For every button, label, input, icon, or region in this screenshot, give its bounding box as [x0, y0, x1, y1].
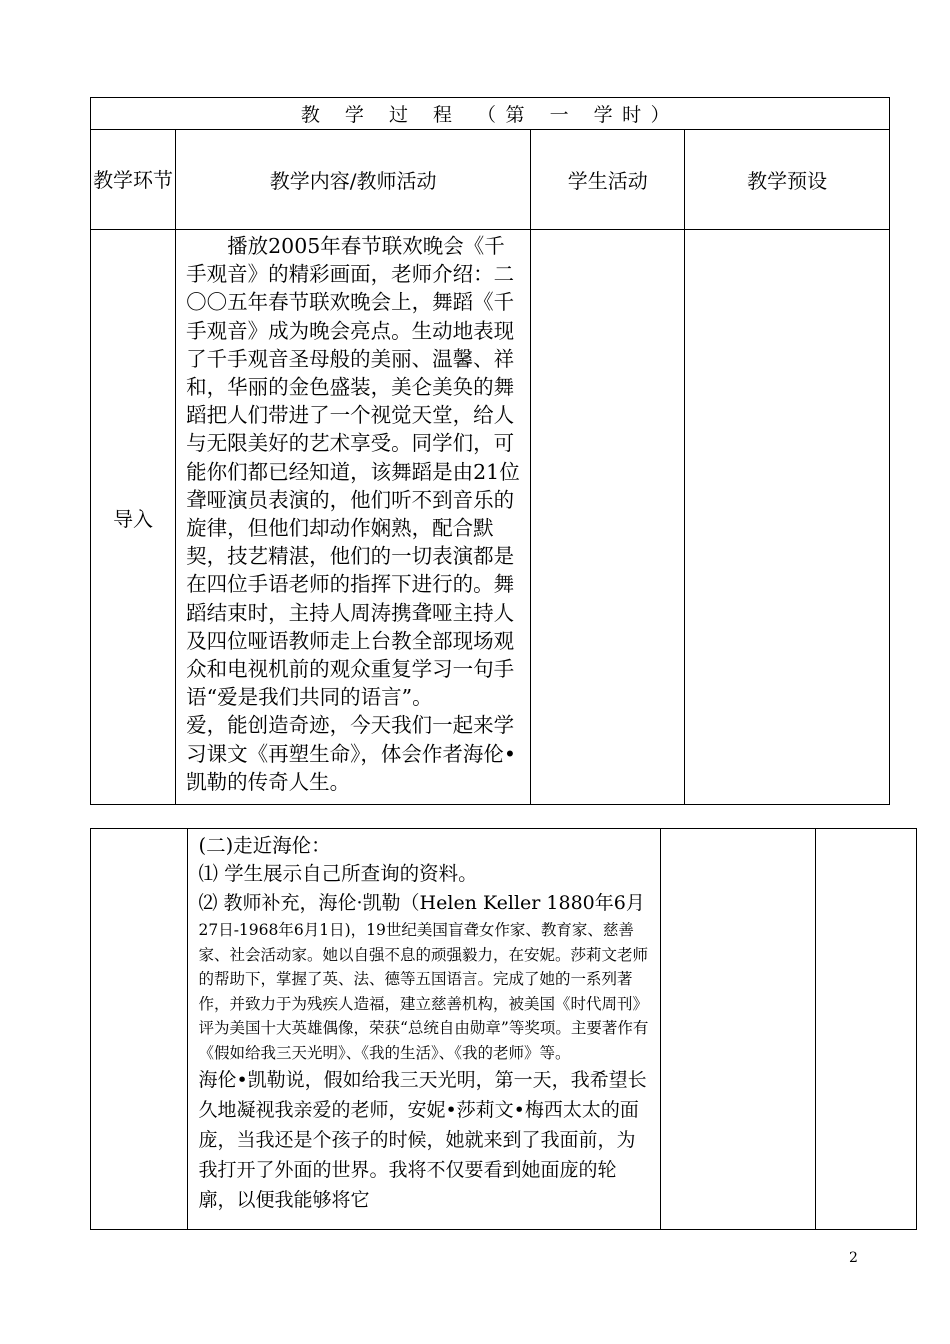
header-teaching-preset: 教学预设	[685, 130, 890, 230]
table-title: 教 学 过 程 （第 一 学时）	[91, 98, 890, 130]
page-number: 2	[849, 1250, 858, 1266]
teaching-preset-cell	[685, 230, 890, 805]
biography-text: 27日-1968年6月1日)，19世纪美国盲聋女作家、教育家、慈善家、社会活动家。她以自强不息的顽强毅力，在安妮。莎莉文老师的帮助下，掌握了英、法、德等五国语言。完成了她的一系列著作，并致力于为残疾人造福，建立慈善机构，被美国《时代周刊》评为美国十大英雄偶像，荣获“总统自由勋章”等奖项。主要著作有《假如给我三天光明》、《我的生活》、《我的老师》等。	[198, 921, 649, 1062]
content-cell	[188, 829, 660, 1230]
table-row	[91, 230, 890, 805]
student-activity-cell	[531, 230, 685, 805]
list-item: ⑴ 学生展示自己所查询的资料。	[198, 862, 478, 885]
table-row	[91, 829, 917, 1230]
header-stage: 教学环节	[91, 130, 176, 230]
stage-cell	[91, 829, 188, 1230]
header-student-activity: 学生活动	[531, 130, 685, 230]
intro-closing-paragraph: 爱，能创造奇迹，今天我们一起来学习课文《再塑生命》，体会作者海伦•凯勒的传奇人生。	[186, 713, 516, 794]
quote-paragraph: 海伦•凯勒说，假如给我三天光明，第一天，我希望长久地凝视我亲爱的老师，安妮•莎莉文•梅西太太的面庞，当我还是个孩子的时候，她就来到了我面前，为我打开了外面的世界。我将不仅要看到她面庞的轮廓，以便我能够将它	[198, 1069, 647, 1211]
teaching-preset-cell	[815, 829, 916, 1230]
lesson-process-table-2	[90, 828, 917, 1230]
content-cell	[176, 230, 531, 805]
section-heading: (二)走近海伦：	[198, 834, 331, 857]
intro-paragraph: 播放2005年春节联欢晚会《千手观音》的精彩画面，老师介绍：二〇〇五年春节联欢晚会上，舞蹈《千手观音》成为晚会亮点。生动地表现了千手观音圣母般的美丽、温馨、祥和，华丽的金色盛装，美仑美奂的舞蹈把人们带进了一个视觉天堂，给人与无限美好的艺术享受。同学们，可能你们都已经知道，该舞蹈是由21位聋哑演员表演的，他们听不到音乐的旋律，但他们却动作娴熟，配合默契，技艺精湛，他们的一切表演都是在四位手语老师的指挥下进行的。舞蹈结束时，主持人周涛携聋哑主持人及四位哑语教师走上台教全部现场观众和电视机前的观众重复学习一句手语“爱是我们共同的语言”。	[186, 234, 520, 710]
lesson-process-table-1	[90, 97, 890, 805]
header-content: 教学内容/教师活动	[176, 130, 531, 230]
list-item	[198, 888, 651, 918]
list-item-lead: ⑵ 教师补充，海伦·凯勒（Helen Keller 1880年6月	[198, 892, 645, 914]
stage-cell: 导入	[91, 230, 176, 805]
student-activity-cell	[660, 829, 815, 1230]
